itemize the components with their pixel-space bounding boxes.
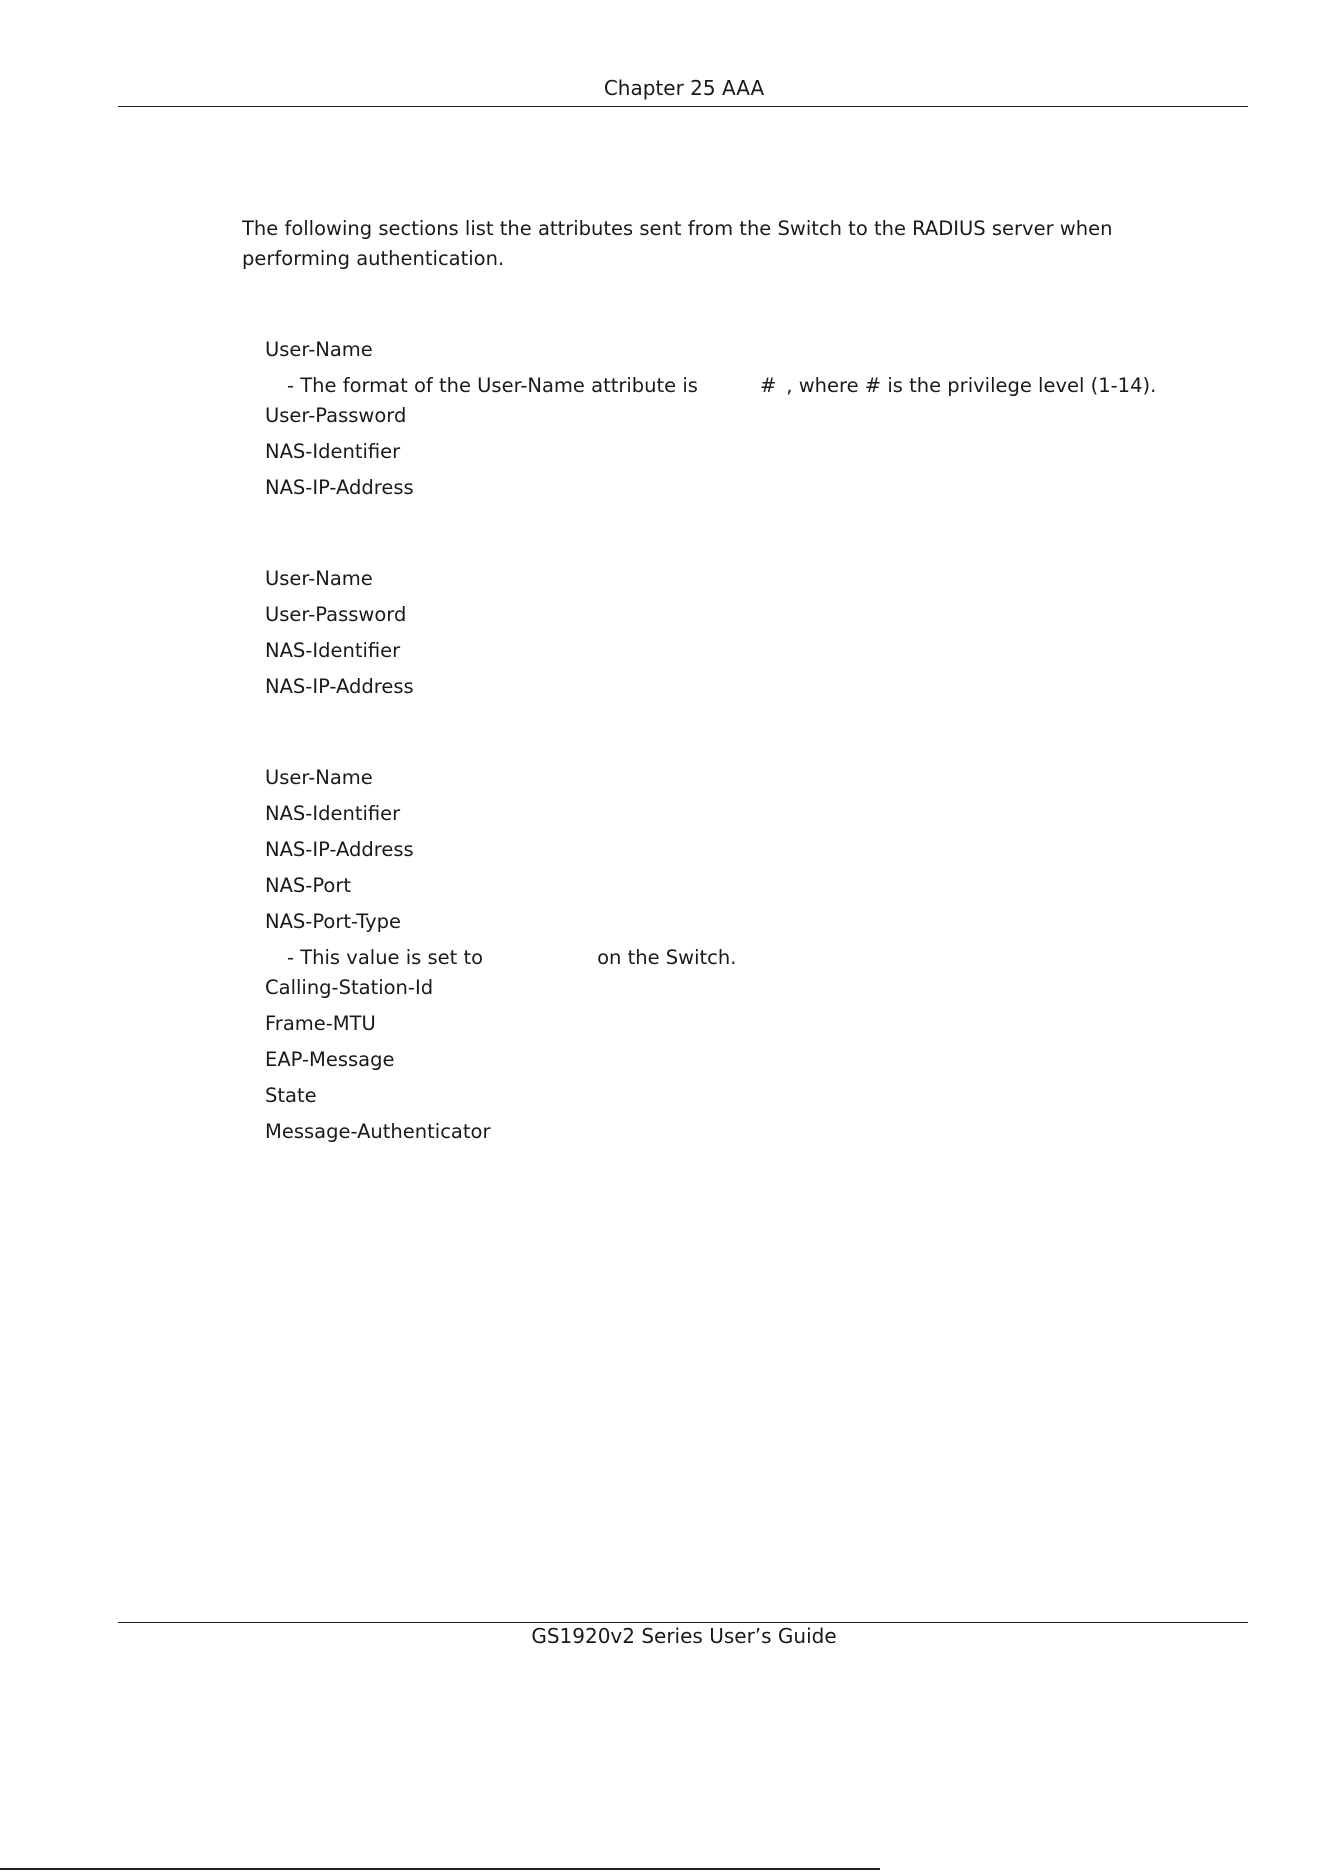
intro-paragraph: The following sections list the attributes sent from the Switch to the RADIUS server when performing authentication. bbox=[242, 217, 1113, 270]
note-text: - This value is set to bbox=[287, 946, 484, 969]
attribute-item: User-Name bbox=[265, 766, 373, 789]
note-text: , where # is the privilege level (1-14). bbox=[786, 374, 1157, 397]
note-text: on the Switch. bbox=[597, 946, 737, 969]
page-edge-line bbox=[0, 1868, 880, 1870]
attribute-item: NAS-Identifier bbox=[265, 639, 401, 662]
attribute-item: EAP-Message bbox=[265, 1048, 395, 1071]
chapter-header: Chapter 25 AAA bbox=[603, 76, 765, 100]
attribute-item: NAS-Identifier bbox=[265, 440, 401, 463]
footer-divider bbox=[118, 1622, 1248, 1623]
attribute-item: NAS-IP-Address bbox=[265, 476, 414, 499]
attribute-item: State bbox=[265, 1084, 317, 1107]
guide-footer: GS1920v2 Series User’s Guide bbox=[531, 1624, 837, 1648]
attribute-note bbox=[287, 946, 736, 969]
attribute-item: Calling-Station-Id bbox=[265, 976, 434, 999]
note-text: - The format of the User-Name attribute is bbox=[287, 374, 698, 397]
note-hash: # bbox=[759, 374, 777, 397]
attribute-item: NAS-IP-Address bbox=[265, 838, 414, 861]
attribute-item: NAS-IP-Address bbox=[265, 675, 414, 698]
header-divider bbox=[118, 106, 1248, 107]
attribute-item: NAS-Port bbox=[265, 874, 351, 897]
attribute-note bbox=[287, 374, 1156, 397]
attribute-item: User-Name bbox=[265, 338, 373, 361]
attribute-item: User-Name bbox=[265, 567, 373, 590]
attribute-item: Frame-MTU bbox=[265, 1012, 376, 1035]
attribute-item: NAS-Identifier bbox=[265, 802, 401, 825]
attribute-item: User-Password bbox=[265, 404, 407, 427]
attribute-item: User-Password bbox=[265, 603, 407, 626]
attribute-item: Message-Authenticator bbox=[265, 1120, 491, 1143]
attribute-item: NAS-Port-Type bbox=[265, 910, 402, 933]
